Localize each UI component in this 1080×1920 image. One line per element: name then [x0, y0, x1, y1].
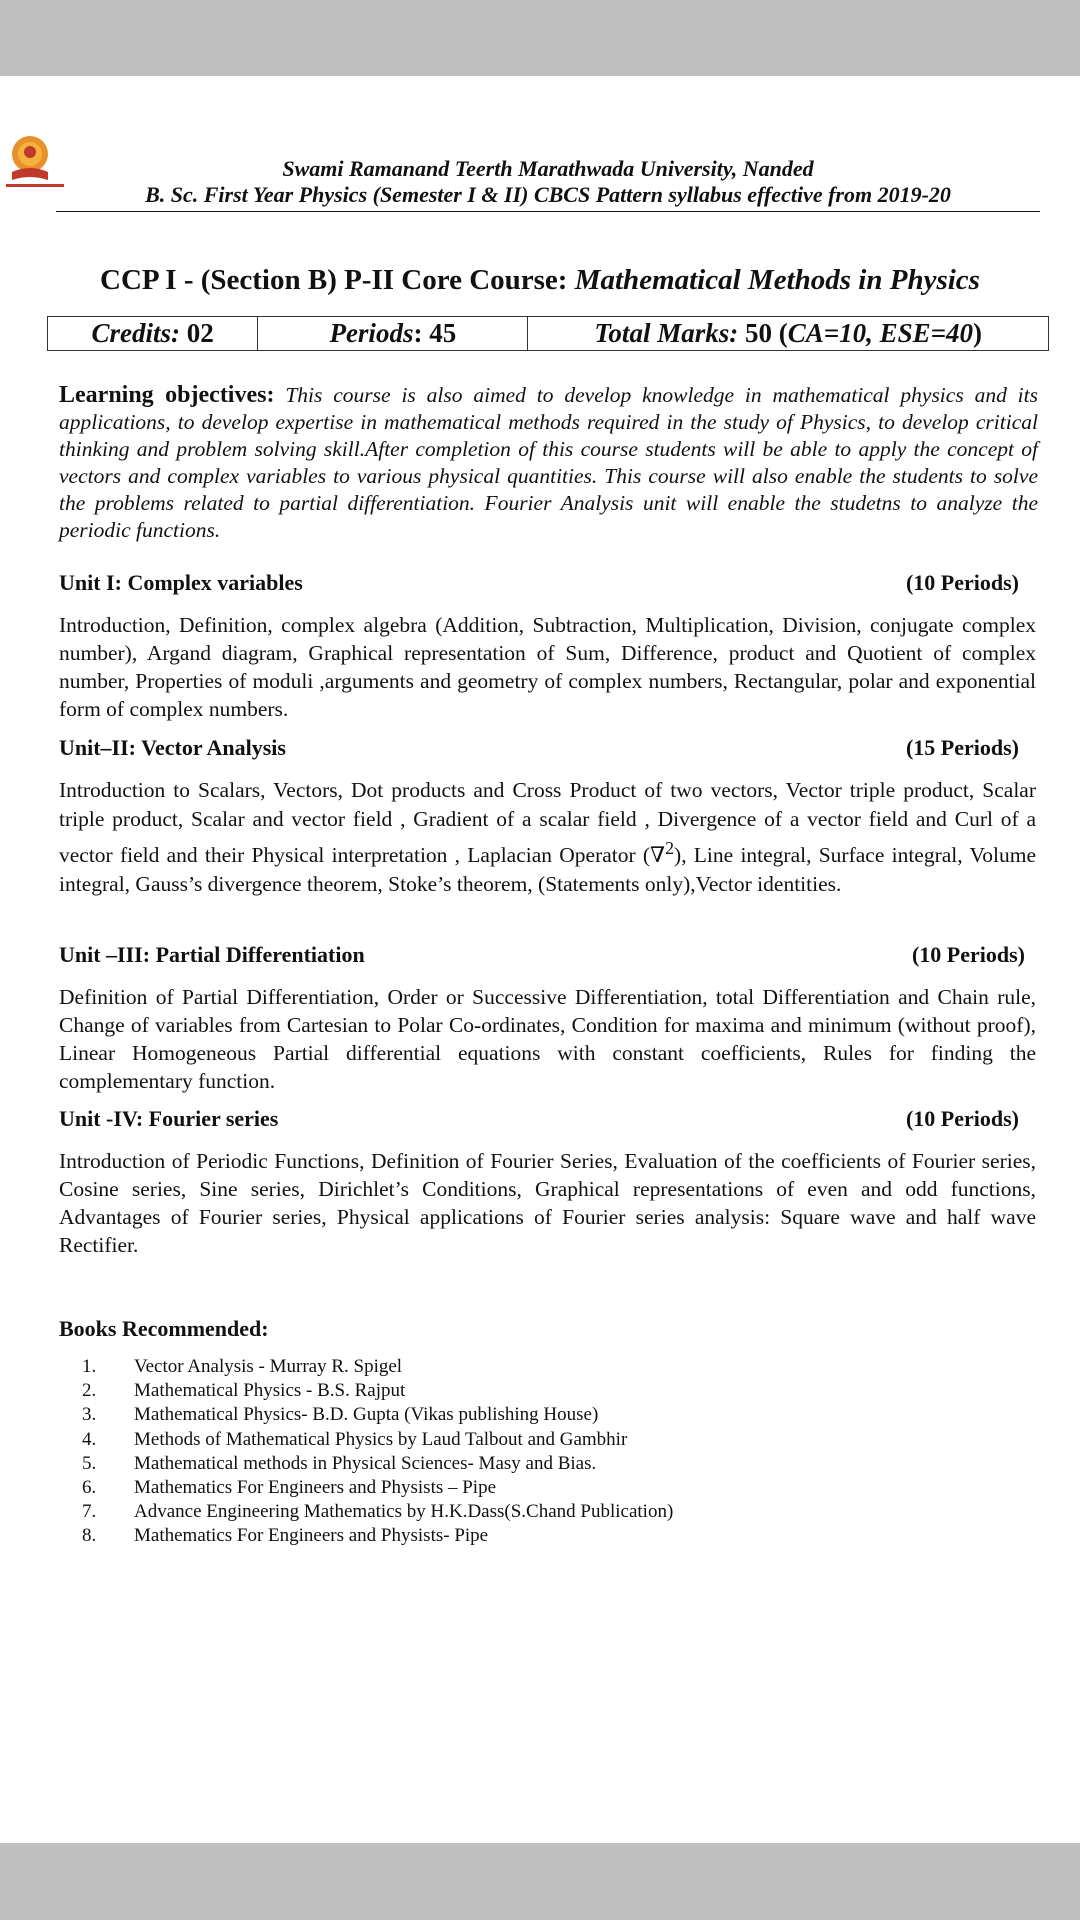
learning-objectives-text: This course is also aimed to develop knowledge in mathematical physics and its applications, to develop expertise in mathematical methods required in the study of Physics, to develop critical thinking and problem solving skill.After completion of this course students will be able to apply the concept of vectors and complex variables to various physical quantities. This course will also enable the students to solve the problems related to partial differentiation. Fourier Analysis unit will enable the studetns to analyze the periodic functions.: [59, 383, 1038, 542]
list-item: 5. Mathematical methods in Physical Sciences- Masy and Bias.: [82, 1452, 597, 1474]
unit-4-heading: Unit -IV: Fourier series (10 Periods): [59, 1106, 1019, 1131]
list-item: 2. Mathematical Physics - B.S. Rajput: [82, 1380, 406, 1402]
document-page: [0, 76, 1080, 1843]
unit-4-periods: (10 Periods): [905, 1106, 1019, 1131]
total-marks-cell: Total Marks: 50 (CA=10, ESE=40): [528, 317, 1049, 351]
unit-2-body: Introduction to Scalars, Vectors, Dot products and Cross Product of two vectors, Vector triple product, Scalar triple product, Scalar and vector field , Gradient of a scalar field , Divergence of a vector field and Curl of a vector field and their Physical interpretation , Laplacian Operator (∇$^2$), Line integral, Surface integral, Volume integral, Gauss’s divergence theorem, Stoke’s theorem, (Statements only),Vector identities.: [59, 778, 1036, 897]
course-title-prefix: CCP I - (Section B) P-II Core Course:: [100, 264, 575, 296]
list-item: 6. Mathematics For Engineers and Physists – Pipe: [82, 1477, 497, 1499]
list-item: 8. Mathematics For Engineers and Physists- Pipe: [82, 1525, 489, 1547]
course-title: [0, 264, 1080, 297]
course-credits-table: [47, 316, 1049, 351]
list-item: 7. Advance Engineering Mathematics by H.K.Dass(S.Chand Publication): [82, 1501, 674, 1523]
books-heading: Books Recommended:: [59, 1316, 269, 1341]
course-title-name: Mathematical Methods in Physics: [574, 264, 980, 296]
books-list: [82, 1355, 673, 1549]
unit-1-body: Introduction, Definition, complex algebra (Addition, Subtraction, Multiplication, Division, conjugate complex number), Argand diagram, Graphical representation of Sum, Difference, product and Quotient of complex number, Properties of moduli ,arguments and geometry of complex numbers, Rectangular, polar and exponential form of complex numbers.: [59, 613, 1036, 721]
unit-3-heading: Unit –III: Partial Differentiation (10 Periods): [59, 942, 1025, 967]
unit-3-body: Definition of Partial Differentiation, Order or Successive Differentiation, total Differentiation and Chain rule, Change of variables from Cartesian to Polar Co-ordinates, Condition for maxima and minimum (without proof), Linear Homogeneous Partial differential equations with constant coefficients, Rules for finding the complementary function.: [59, 985, 1036, 1093]
viewer-top-bar: [0, 0, 1080, 76]
document-header: [56, 156, 1040, 208]
list-item: 4. Methods of Mathematical Physics by Laud Talbout and Gambhir: [82, 1428, 628, 1450]
unit-1-periods: (10 Periods): [905, 570, 1019, 595]
program-line: B. Sc. First Year Physics (Semester I & II) CBCS Pattern syllabus effective from 2019-20: [145, 182, 951, 207]
list-item: 3. Mathematical Physics- B.D. Gupta (Vikas publishing House): [82, 1404, 599, 1426]
header-rule: [56, 211, 1040, 212]
list-item: 1. Vector Analysis - Murray R. Spigel: [82, 1356, 403, 1377]
unit-2-heading: Unit–II: Vector Analysis (15 Periods): [59, 735, 1019, 760]
periods-cell: Periods: 45: [258, 317, 528, 351]
learning-objectives: [59, 382, 1038, 544]
unit-1-heading: Unit I: Complex variables (10 Periods): [59, 570, 1019, 595]
viewer-bottom-bar: [0, 1843, 1080, 1920]
unit-4-body: Introduction of Periodic Functions, Definition of Fourier Series, Evaluation of the coefficients of Fourier series, Cosine series, Sine series, Dirichlet’s Conditions, Graphical representations of even and odd functions, Advantages of Fourier series, Physical applications of Fourier series analysis: Square wave and half wave Rectifier.: [59, 1149, 1036, 1257]
learning-objectives-label: Learning objectives:: [59, 382, 275, 408]
unit-3-periods: (10 Periods): [911, 942, 1025, 967]
university-name: Swami Ramanand Teerth Marathwada University, Nanded: [282, 156, 814, 181]
credits-cell: Credits: 02: [48, 317, 258, 351]
unit-2-periods: (15 Periods): [905, 735, 1019, 760]
